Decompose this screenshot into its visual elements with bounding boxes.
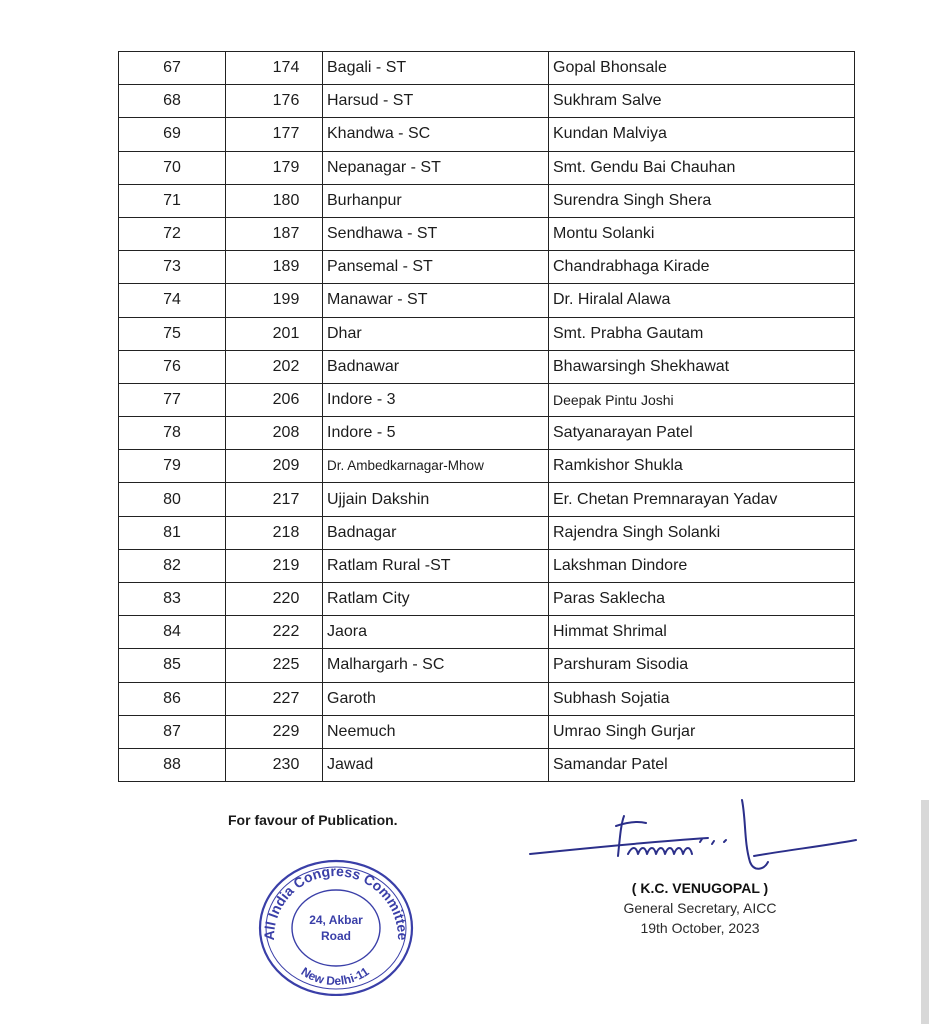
candidate-name-cell: Satyanarayan Patel	[549, 417, 855, 450]
constituency-number-cell: 227	[226, 682, 323, 715]
constituency-number-cell: 229	[226, 715, 323, 748]
constituency-number-cell: 199	[226, 284, 323, 317]
serial-number-cell: 86	[119, 682, 226, 715]
table-row	[119, 151, 855, 184]
candidate-name-cell: Bhawarsingh Shekhawat	[549, 350, 855, 383]
serial-number-cell: 74	[119, 284, 226, 317]
table-row	[119, 350, 855, 383]
table-row	[119, 450, 855, 483]
constituency-name-cell: Jawad	[323, 748, 549, 781]
aicc-stamp	[256, 854, 414, 996]
serial-number-cell: 80	[119, 483, 226, 516]
serial-number-cell: 84	[119, 616, 226, 649]
constituency-name-cell: Manawar - ST	[323, 284, 549, 317]
serial-number-cell: 73	[119, 251, 226, 284]
constituency-name-cell: Harsud - ST	[323, 85, 549, 118]
serial-number-cell: 78	[119, 417, 226, 450]
candidate-list-table	[118, 51, 855, 782]
constituency-number-cell: 177	[226, 118, 323, 151]
constituency-number-cell: 208	[226, 417, 323, 450]
table-row	[119, 516, 855, 549]
serial-number-cell: 67	[119, 52, 226, 85]
table-row	[119, 184, 855, 217]
table-row	[119, 483, 855, 516]
table-row	[119, 217, 855, 250]
candidate-name-cell: Umrao Singh Gurjar	[549, 715, 855, 748]
constituency-number-cell: 225	[226, 649, 323, 682]
candidate-name-cell: Deepak Pintu Joshi	[549, 383, 855, 416]
constituency-number-cell: 179	[226, 151, 323, 184]
serial-number-cell: 82	[119, 549, 226, 582]
table-row	[119, 748, 855, 781]
constituency-name-cell: Neemuch	[323, 715, 549, 748]
constituency-number-cell: 201	[226, 317, 323, 350]
serial-number-cell: 72	[119, 217, 226, 250]
constituency-number-cell: 174	[226, 52, 323, 85]
constituency-number-cell: 180	[226, 184, 323, 217]
candidate-name-cell: Gopal Bhonsale	[549, 52, 855, 85]
serial-number-cell: 87	[119, 715, 226, 748]
constituency-number-cell: 209	[226, 450, 323, 483]
constituency-number-cell: 218	[226, 516, 323, 549]
constituency-name-cell: Badnagar	[323, 516, 549, 549]
signatory-name: ( K.C. VENUGOPAL )	[631, 880, 769, 896]
serial-number-cell: 69	[119, 118, 226, 151]
candidate-name-cell: Ramkishor Shukla	[549, 450, 855, 483]
candidate-name-cell: Chandrabhaga Kirade	[549, 251, 855, 284]
candidate-name-cell: Montu Solanki	[549, 217, 855, 250]
constituency-number-cell: 189	[226, 251, 323, 284]
serial-number-cell: 83	[119, 583, 226, 616]
table-row	[119, 583, 855, 616]
serial-number-cell: 77	[119, 383, 226, 416]
constituency-name-cell: Khandwa - SC	[323, 118, 549, 151]
table-row	[119, 251, 855, 284]
candidate-name-cell: Surendra Singh Shera	[549, 184, 855, 217]
constituency-number-cell: 202	[226, 350, 323, 383]
candidate-name-cell: Parshuram Sisodia	[549, 649, 855, 682]
scrollbar[interactable]	[921, 800, 929, 1024]
constituency-name-cell: Dr. Ambedkarnagar-Mhow	[323, 450, 549, 483]
constituency-name-cell: Indore - 5	[323, 417, 549, 450]
constituency-name-cell: Dhar	[323, 317, 549, 350]
table-row	[119, 383, 855, 416]
table-row	[119, 284, 855, 317]
constituency-name-cell: Sendhawa - ST	[323, 217, 549, 250]
table-row	[119, 649, 855, 682]
serial-number-cell: 81	[119, 516, 226, 549]
table-row	[119, 616, 855, 649]
serial-number-cell: 70	[119, 151, 226, 184]
table-row	[119, 317, 855, 350]
constituency-number-cell: 176	[226, 85, 323, 118]
candidate-name-cell: Himmat Shrimal	[549, 616, 855, 649]
candidate-name-cell: Lakshman Dindore	[549, 549, 855, 582]
serial-number-cell: 71	[119, 184, 226, 217]
signatory-block	[560, 878, 840, 938]
constituency-name-cell: Garoth	[323, 682, 549, 715]
constituency-name-cell: Pansemal - ST	[323, 251, 549, 284]
table-row	[119, 715, 855, 748]
publication-note: For favour of Publication.	[228, 812, 398, 828]
stamp-center-line2: Road	[321, 929, 351, 943]
serial-number-cell: 75	[119, 317, 226, 350]
constituency-name-cell: Burhanpur	[323, 184, 549, 217]
table-row	[119, 549, 855, 582]
serial-number-cell: 79	[119, 450, 226, 483]
constituency-name-cell: Badnawar	[323, 350, 549, 383]
candidate-name-cell: Rajendra Singh Solanki	[549, 516, 855, 549]
stamp-center-line1: 24, Akbar	[309, 913, 363, 927]
constituency-name-cell: Indore - 3	[323, 383, 549, 416]
serial-number-cell: 88	[119, 748, 226, 781]
constituency-name-cell: Malhargarh - SC	[323, 649, 549, 682]
candidate-list-body	[119, 52, 855, 782]
candidate-name-cell: Smt. Gendu Bai Chauhan	[549, 151, 855, 184]
candidate-name-cell: Paras Saklecha	[549, 583, 855, 616]
signature	[528, 796, 858, 882]
candidate-name-cell: Smt. Prabha Gautam	[549, 317, 855, 350]
constituency-name-cell: Ujjain Dakshin	[323, 483, 549, 516]
constituency-number-cell: 206	[226, 383, 323, 416]
serial-number-cell: 85	[119, 649, 226, 682]
signatory-date: 19th October, 2023	[640, 920, 760, 936]
constituency-name-cell: Jaora	[323, 616, 549, 649]
stamp-ring-text: All India Congress Committee	[260, 862, 412, 941]
constituency-number-cell: 220	[226, 583, 323, 616]
constituency-number-cell: 222	[226, 616, 323, 649]
constituency-number-cell: 217	[226, 483, 323, 516]
constituency-name-cell: Ratlam City	[323, 583, 549, 616]
table-row	[119, 85, 855, 118]
table-row	[119, 417, 855, 450]
serial-number-cell: 68	[119, 85, 226, 118]
table-row	[119, 682, 855, 715]
constituency-number-cell: 230	[226, 748, 323, 781]
signatory-title: General Secretary, AICC	[623, 900, 777, 916]
stamp-bottom-text: New Delhi-11	[298, 964, 372, 989]
constituency-name-cell: Nepanagar - ST	[323, 151, 549, 184]
candidate-name-cell: Samandar Patel	[549, 748, 855, 781]
constituency-number-cell: 187	[226, 217, 323, 250]
constituency-name-cell: Bagali - ST	[323, 52, 549, 85]
candidate-name-cell: Er. Chetan Premnarayan Yadav	[549, 483, 855, 516]
candidate-name-cell: Sukhram Salve	[549, 85, 855, 118]
constituency-number-cell: 219	[226, 549, 323, 582]
candidate-name-cell: Dr. Hiralal Alawa	[549, 284, 855, 317]
constituency-name-cell: Ratlam Rural -ST	[323, 549, 549, 582]
serial-number-cell: 76	[119, 350, 226, 383]
table-row	[119, 52, 855, 85]
table-row	[119, 118, 855, 151]
candidate-name-cell: Kundan Malviya	[549, 118, 855, 151]
candidate-name-cell: Subhash Sojatia	[549, 682, 855, 715]
